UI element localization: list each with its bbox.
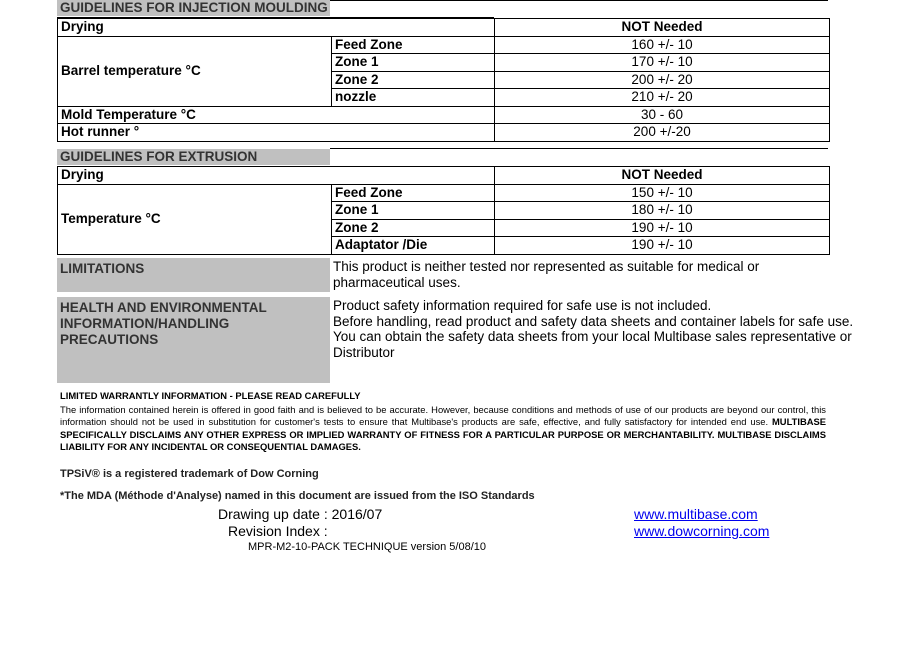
warranty-title: LIMITED WARRANTLY INFORMATION - PLEASE READ CAREFULLY: [60, 390, 361, 401]
table-row: [58, 167, 830, 185]
injection-section-title: GUIDELINES FOR INJECTION MOULDING: [57, 0, 330, 16]
extrusion-zone-value: 190 +/- 10: [495, 237, 830, 255]
extrusion-drying-value: NOT Needed: [495, 167, 830, 185]
extrusion-zone-value: 190 +/- 10: [495, 219, 830, 237]
extrusion-zone-name: Adaptator /Die: [332, 237, 495, 255]
warranty-body: [60, 404, 826, 454]
extrusion-table: [57, 166, 830, 255]
table-row: [58, 19, 830, 37]
limitations-line: pharmaceutical uses.: [333, 274, 461, 290]
table-row: [58, 36, 830, 54]
injection-table: [57, 18, 830, 142]
extrusion-zone-name: Zone 1: [332, 202, 495, 220]
table-row: [58, 184, 830, 202]
injection-hot-runner-value: 200 +/-20: [495, 124, 830, 142]
table-row: [58, 106, 830, 124]
injection-zone-value: 170 +/- 10: [495, 54, 830, 72]
injection-mold-value: 30 - 60: [495, 106, 830, 124]
warranty-body-text: The information contained herein is offered in good faith and is believed to be accurate. However, because conditions and methods of use of our products are beyond our control, this information should not be used in substitution for customer's tests to ensure that Multibase's products are safe, effective, and fully satisfactory for intended end use.: [60, 403, 826, 428]
dowcorning-link[interactable]: www.dowcorning.com: [634, 523, 770, 539]
extrusion-zone-name: Zone 2: [332, 219, 495, 237]
extrusion-top-line: [330, 148, 828, 149]
injection-zone-name: Zone 2: [332, 71, 495, 89]
drawing-date: Drawing up date : 2016/07: [218, 506, 383, 522]
health-line: Distributor: [333, 344, 395, 360]
limitations-line: This product is neither tested nor represented as suitable for medical or: [333, 259, 760, 274]
injection-zone-name: Feed Zone: [332, 36, 495, 54]
extrusion-temp-label: Temperature °C: [58, 184, 332, 254]
injection-barrel-label: Barrel temperature °C: [58, 36, 332, 106]
limitations-label-text: LIMITATIONS: [60, 261, 145, 276]
extrusion-zone-value: 150 +/- 10: [495, 184, 830, 202]
health-label-line: INFORMATION/HANDLING PRECAUTIONS: [60, 316, 230, 347]
extrusion-zone-name: Feed Zone: [332, 184, 495, 202]
limitations-label: [57, 258, 330, 292]
injection-drying-label: Drying: [58, 19, 495, 37]
injection-hot-runner-label: Hot runner °: [58, 124, 495, 142]
table-row: [58, 124, 830, 142]
limitations-text: [333, 259, 759, 290]
health-label: [57, 297, 330, 383]
document-reference: MPR-M2-10-PACK TECHNIQUE version 5/08/10: [248, 541, 486, 553]
injection-zone-name: Zone 1: [332, 54, 495, 72]
health-label-line: HEALTH AND ENVIRONMENTAL: [60, 300, 267, 315]
health-line: Product safety information required for safe use is not included.: [333, 298, 712, 313]
warranty-block: [60, 390, 826, 454]
extrusion-section-title: GUIDELINES FOR EXTRUSION: [57, 149, 330, 165]
revision-index: Revision Index :: [228, 523, 328, 539]
trademark-note: TPSiV® is a registered trademark of Dow Corning: [60, 468, 319, 480]
health-line: Before handling, read product and safety data sheets and container labels for safe use.: [333, 313, 854, 329]
health-line: You can obtain the safety data sheets from your local Multibase sales representative or: [333, 329, 852, 344]
injection-zone-name: nozzle: [332, 89, 495, 107]
health-text: [333, 298, 853, 360]
injection-drying-value: NOT Needed: [495, 19, 830, 37]
injection-zone-value: 200 +/- 20: [495, 71, 830, 89]
top-border: [330, 0, 828, 1]
injection-zone-value: 210 +/- 20: [495, 89, 830, 107]
warranty-disclaimer: MULTIBASE SPECIFICALLY DISCLAIMS ANY OTHER EXPRESS OR IMPLIED WARRANTY OF FITNESS FOR A PARTICULAR PURPOSE OR MERCHANTABILITY. MULTIBASE DISCLAIMS LIABILITY FOR ANY INCIDENTAL OR CONSEQUENTIAL DAMAGES.: [60, 416, 826, 453]
injection-mold-label: Mold Temperature °C: [58, 106, 495, 124]
mda-note: *The MDA (Méthode d'Analyse) named in this document are issued from the ISO Standards: [60, 490, 535, 502]
extrusion-drying-label: Drying: [58, 167, 495, 185]
injection-zone-value: 160 +/- 10: [495, 36, 830, 54]
multibase-link[interactable]: www.multibase.com: [634, 506, 758, 522]
extrusion-zone-value: 180 +/- 10: [495, 202, 830, 220]
